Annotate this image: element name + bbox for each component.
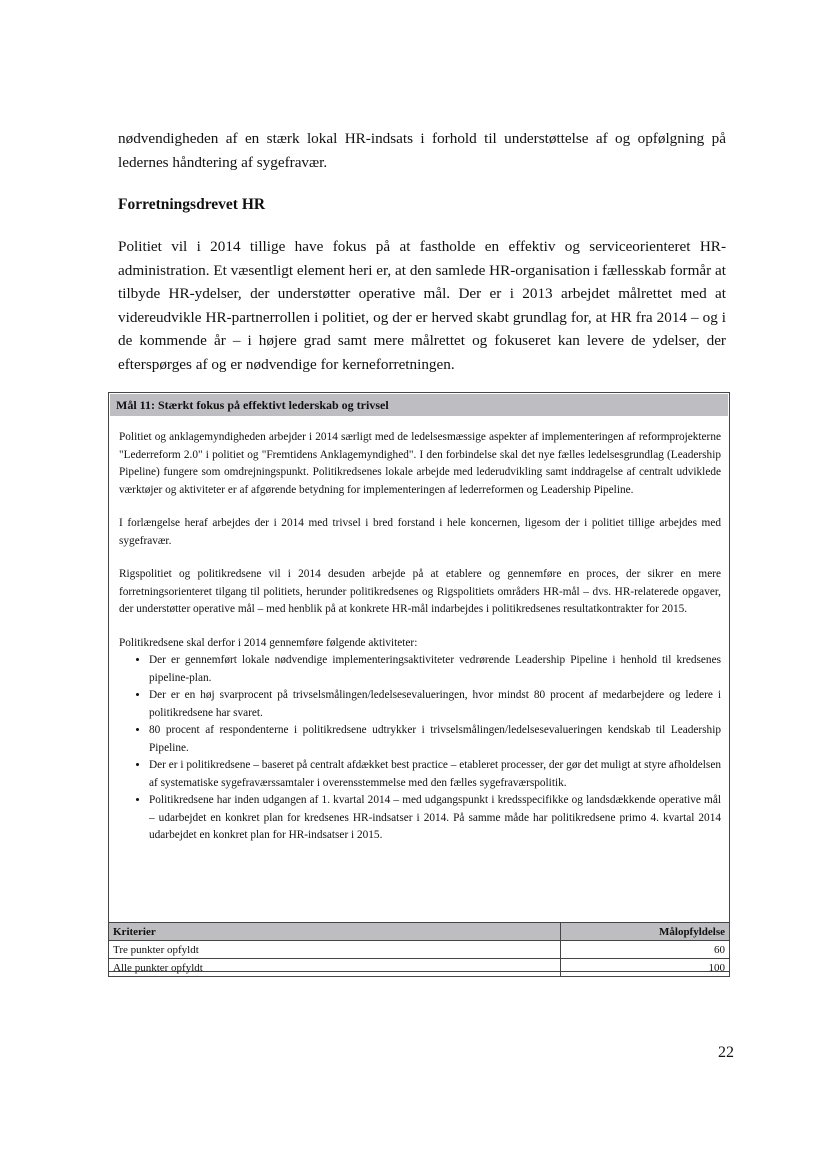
table-header-row <box>109 923 730 941</box>
criteria-label: Tre punkter opfyldt <box>109 941 561 959</box>
fulfilment-value: 60 <box>561 941 730 959</box>
criteria-header: Kriterier <box>109 923 561 941</box>
section-heading: Forretningsdrevet HR <box>118 196 266 213</box>
page-number: 22 <box>718 1044 734 1061</box>
fulfilment-header: Målopfyldelse <box>561 923 730 941</box>
goal-paragraph-1: Politiet og anklagemyndigheden arbejder i 2014 særligt med de ledelsesmæssige aspekter af implementeringen af reformprojekterne "Lederreform 2.0" i politiet og "Fremtidens Anklagemyndighed". I den forbindelse skal det nye fælles ledelsesgrundlag (Leadership Pipeline) fungere som omdrejningspunkt. Politikredsenes lokale arbejde med lederudvikling samt inddragelse af centralt udviklede værktøjer og aktiviteter er af afgørende betydning for implementeringen af lederreformen og Leadership Pipeline. <box>119 431 721 496</box>
table-row <box>109 941 730 959</box>
criteria-table <box>108 922 730 977</box>
list-item: • 80 procent af respondenterne i politikredsene udtrykker i trivselsmålingen/ledelsesevalueringen kendskab til Leadership Pipeline. <box>149 722 721 757</box>
goal-box <box>108 392 730 972</box>
section-paragraph: Politiet vil i 2014 tillige have fokus på at fastholde en effektiv og serviceorienteret HR-administration. Et væsentligt element heri er, at den samlede HR-organisation i fællesskab formår at tilbyde HR-ydelser, der understøtter operative mål. Der er i 2013 arbejdet målrettet med at videreudvikle HR-partnerrollen i politiet, og der er herved skabt grundlag for, at HR fra 2014 – og i de kommende år – i højere grad samt mere målrettet og fokuseret kan levere de ydelser, der efterspørges af og er nødvendige for kerneforretningen. <box>118 238 726 373</box>
list-item: • Der er i politikredsene – baseret på centralt afdækket best practice – etableret processer, der gør det muligt at styre afholdelsen af systematiske sygefraværssamtaler i overensstemmelse med den fælles sygefraværspolitik. <box>149 757 721 792</box>
activities-intro: Politikredsene skal derfor i 2014 gennemføre følgende aktiviteter: <box>119 636 418 649</box>
intro-paragraph: nødvendigheden af en stærk lokal HR-indsats i forhold til understøttelse af og opfølgning på ledernes håndtering af sygefravær. <box>118 130 726 171</box>
list-item: • Der er en høj svarprocent på trivselsmålingen/ledelsesevalueringen, hvor mindst 80 procent af medarbejdere og ledere i politikredsene har svaret. <box>149 687 721 722</box>
activities-list <box>119 652 721 845</box>
list-item: • Der er gennemført lokale nødvendige implementeringsaktiviteter vedrørende Leadership Pipeline i henhold til kredsenes pipeline-plan. <box>149 652 721 687</box>
table-row <box>109 959 730 977</box>
list-item: • Politikredsene har inden udgangen af 1. kvartal 2014 – med udgangspunkt i kredsspecifikke og landsdækkende operative mål – udarbejdet en konkret plan for kredsenes HR-indsatser i 2014. På samme måde har politikredsene primo 4. kvartal 2014 udarbejdet en konkret plan for HR-indsatser i 2015. <box>149 792 721 845</box>
goal-paragraph-2: I forlængelse heraf arbejdes der i 2014 med trivsel i bred forstand i hele koncernen, ligesom der i politiet tillige arbejdes med sygefravær. <box>119 517 721 547</box>
goal-box-content <box>119 429 721 845</box>
fulfilment-value: 100 <box>561 959 730 977</box>
goal-box-title: Mål 11: Stærkt fokus på effektivt lederskab og trivsel <box>110 394 728 416</box>
goal-paragraph-3: Rigspolitiet og politikredsene vil i 2014 desuden arbejde på at etablere og gennemføre en proces, der sikrer en mere forretningsorienteret tilgang til politiets, herunder politikredsenes og Rigspolitiets områders HR-mål – dvs. HR-relaterede opgaver, der understøtter operative mål – med henblik på at konkrete HR-mål indarbejdes i politikredsenes resultatkontrakter for 2015. <box>119 568 721 615</box>
criteria-label: Alle punkter opfyldt <box>109 959 561 977</box>
